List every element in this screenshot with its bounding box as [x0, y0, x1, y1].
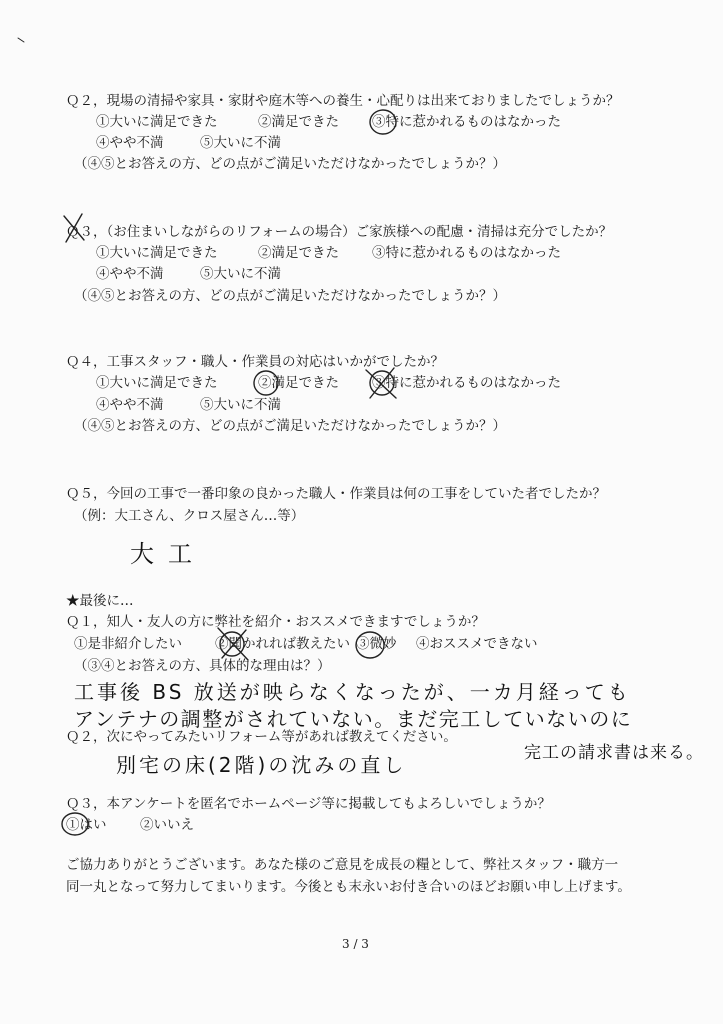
- final-q1-answer-line-2: アンテナの調整がされていない。まだ完工していないのに: [74, 707, 633, 731]
- q3-option-4: ④やや不満: [96, 266, 164, 282]
- final-q1-question: Ｑ１，知人・友人の方に弊社を紹介・おススメできますでしょうか？: [66, 614, 485, 630]
- q3-option-1: ①大いに満足できた: [96, 245, 218, 261]
- q2-followup: （④⑤とお答えの方、どの点がご満足いただけなかったでしょうか？）: [74, 156, 506, 172]
- q4-question: Ｑ４，工事スタッフ・職人・作業員の対応はいかがでしたか？: [66, 354, 444, 370]
- q4-option-5: ⑤大いに不満: [200, 397, 281, 413]
- q2-option-3: ③特に惹かれるものはなかった: [372, 114, 561, 130]
- final-q1-option-4: ④おススメできない: [416, 636, 538, 652]
- final-q2-handwritten-answer: 別宅の床(2階)の沈みの直し: [116, 753, 407, 777]
- final-q1-option-1: ①是非紹介したい: [74, 636, 182, 652]
- q5-handwritten-answer: 大工: [130, 540, 206, 568]
- final-heading: ★最後に…: [66, 593, 134, 609]
- q4-option-1: ①大いに満足できた: [96, 375, 218, 391]
- q3-option-5: ⑤大いに不満: [200, 266, 281, 282]
- q5-question: Ｑ５，今回の工事で一番印象の良かった職人・作業員は何の工事をしていた者でしたか？: [66, 486, 606, 502]
- q3-question: Ｑ３，（お住まいしながらのリフォームの場合）ご家族様への配慮・清掃は充分でしたか？: [66, 224, 613, 240]
- final-q3-question: Ｑ３，本アンケートを匿名でホームページ等に掲載してもよろしいでしょうか？: [66, 796, 551, 812]
- q2-option-2: ②満足できた: [258, 114, 339, 130]
- final-q1-option-3: ③微妙: [356, 636, 397, 652]
- final-q3-option-2: ②いいえ: [140, 817, 194, 833]
- stray-mark: [18, 38, 24, 42]
- q2-question: Ｑ２，現場の清掃や家具・家財や庭木等への養生・心配りは出来ておりましたでしょうか？: [66, 93, 620, 109]
- q4-option-2: ②満足できた: [258, 375, 339, 391]
- q3-option-2: ②満足できた: [258, 245, 339, 261]
- final-q1-answer-line-3: 完工の請求書は来る。: [524, 743, 704, 763]
- q5-example: （例：大工さん、クロス屋さん…等）: [74, 508, 305, 524]
- page-number: 3 / 3: [342, 937, 369, 951]
- final-q2-question: Ｑ２，次にやってみたいリフォーム等があれば教えてください。: [66, 729, 457, 745]
- closing-line-1: ご協力ありがとうございます。あなた様のご意見を成長の糧として、弊社スタッフ・職方一: [66, 857, 619, 873]
- q3-option-3: ③特に惹かれるものはなかった: [372, 245, 561, 261]
- q4-option-3: ③特に惹かれるものはなかった: [372, 375, 561, 391]
- final-q1-answer-line-1: 工事後 BS 放送が映らなくなったが、一カ月経っても: [74, 680, 631, 704]
- final-q3-option-1: ①はい: [66, 817, 107, 833]
- q4-option-4: ④やや不満: [96, 397, 164, 413]
- q4-followup: （④⑤とお答えの方、どの点がご満足いただけなかったでしょうか？）: [74, 418, 506, 434]
- final-q1-option-2: ②聞かれれば教えたい: [215, 636, 350, 652]
- q2-option-1: ①大いに満足できた: [96, 114, 218, 130]
- closing-line-2: 同一丸となって努力してまいります。今後とも末永いお付き合いのほどお願い申し上げます。: [66, 879, 631, 895]
- q2-option-5: ⑤大いに不満: [200, 135, 281, 151]
- final-q1-followup: （③④とお答えの方、具体的な理由は？）: [74, 658, 331, 674]
- q2-option-4: ④やや不満: [96, 135, 164, 151]
- q3-followup: （④⑤とお答えの方、どの点がご満足いただけなかったでしょうか？）: [74, 288, 506, 304]
